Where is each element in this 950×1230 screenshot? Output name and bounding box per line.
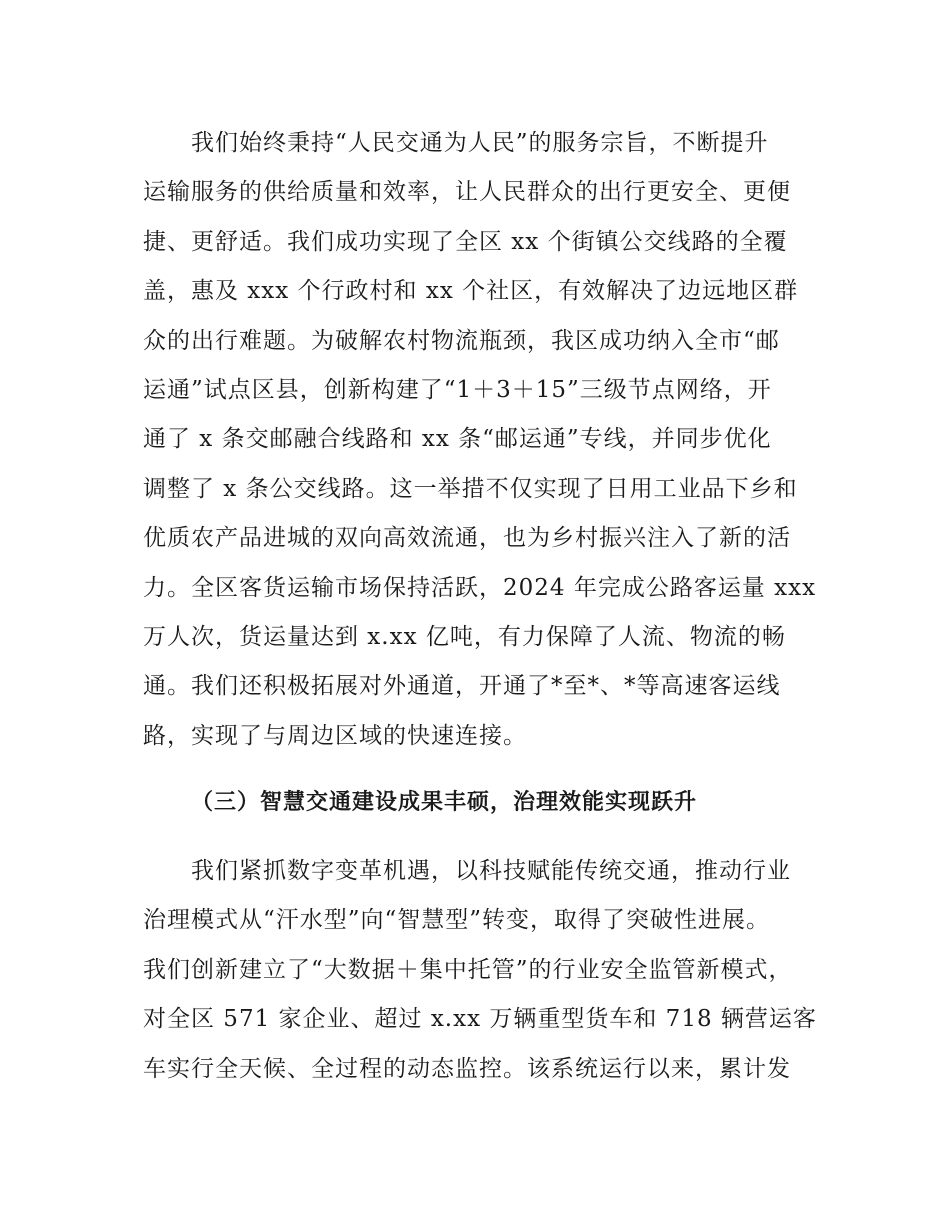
- paragraph-line: 捷、更舒适。我们成功实现了全区 xx 个街镇公交线路的全覆: [143, 229, 788, 255]
- paragraph-line: 车实行全天候、全过程的动态监控。该系统运行以来，累计发: [143, 1056, 791, 1082]
- paragraph-line: 对全区 571 家企业、超过 x.xx 万辆重型货车和 718 辆营运客: [143, 1006, 817, 1032]
- paragraph-line: 我们创新建立了“大数据＋集中托管”的行业安全监管新模式，: [143, 957, 793, 983]
- paragraph-line: 路，实现了与周边区域的快速连接。: [143, 723, 527, 749]
- paragraph-line: 众的出行难题。为破解农村物流瓶颈，我区成功纳入全市“邮: [143, 328, 780, 354]
- paragraph-line: 我们始终秉持“人民交通为人民”的服务宗旨，不断提升: [191, 130, 769, 156]
- section-heading: （三）智慧交通建设成果丰硕，治理效能实现跃升: [191, 790, 698, 815]
- paragraph-line: 我们紧抓数字变革机遇，以科技赋能传统交通，推动行业: [191, 858, 791, 884]
- paragraph-line: 优质农产品进城的双向高效流通，也为乡村振兴注入了新的活: [143, 525, 791, 551]
- paragraph-line: 通。我们还积极拓展对外通道，开通了*至*、*等高速客运线: [143, 673, 781, 699]
- paragraph-line: 运通”试点区县，创新构建了“1＋3＋15”三级节点网络，开: [143, 377, 772, 403]
- paragraph-line: 通了 x 条交邮融合线路和 xx 条“邮运通”专线，并同步优化: [143, 426, 772, 452]
- paragraph-line: 治理模式从“汗水型”向“智慧型”转变，取得了突破性进展。: [143, 907, 771, 933]
- paragraph-line: 力。全区客货运输市场保持活跃，2024 年完成公路客运量 xxx: [143, 575, 817, 601]
- paragraph-line: 运输服务的供给质量和效率，让人民群众的出行更安全、更便: [143, 179, 791, 205]
- paragraph-line: 盖，惠及 xxx 个行政村和 xx 个社区，有效解决了边远地区群: [143, 278, 799, 304]
- paragraph-line: 调整了 x 条公交线路。这一举措不仅实现了日用工业品下乡和: [143, 476, 798, 502]
- paragraph-line: 万人次，货运量达到 x.xx 亿吨，有力保障了人流、物流的畅: [143, 624, 786, 650]
